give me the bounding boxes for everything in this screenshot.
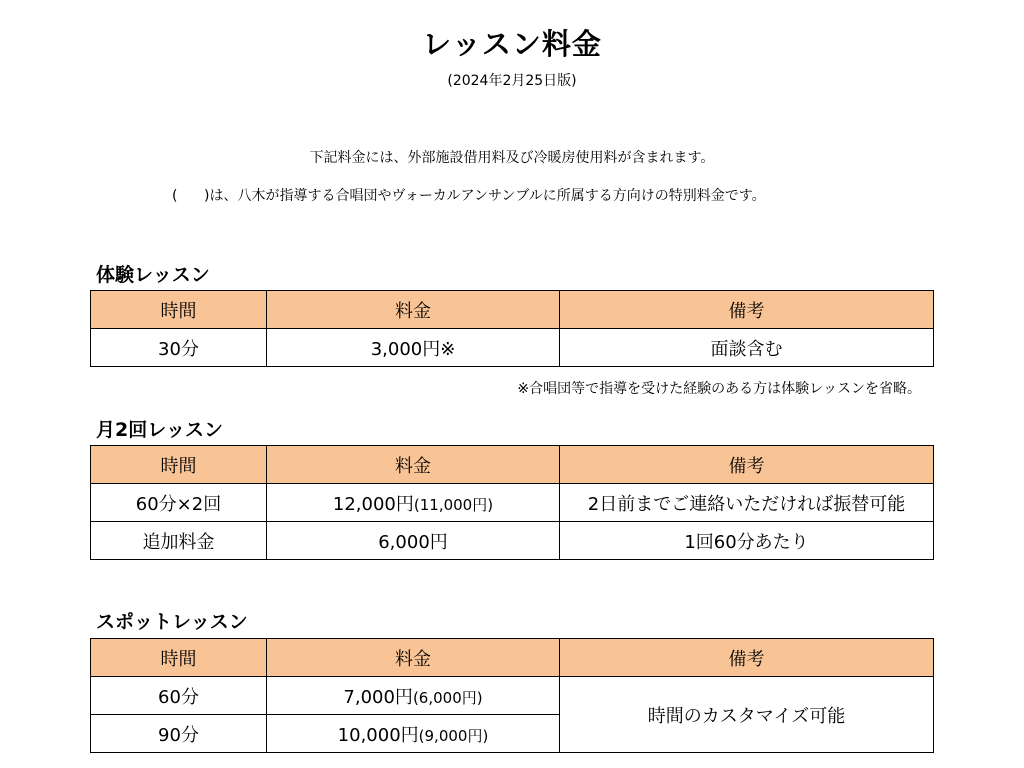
cell-time: 90分 [91,715,267,753]
header-time: 時間 [91,639,267,677]
header-remarks: 備考 [560,639,934,677]
header-price: 料金 [267,291,560,329]
cell-remarks: 2日前までご連絡いただければ振替可能 [560,484,934,522]
note-special-price [172,185,766,205]
table-row [91,522,934,560]
cell-time: 30分 [91,329,267,367]
note-fees-included: 下記料金には、外部施設借用料及び冷暖房使用料が含まれます。 [309,150,715,166]
cell-price: 3,000円※ [267,329,560,367]
section-title-trial: 体験レッスン [96,264,210,286]
price-regular: 12,000円 [332,493,414,515]
cell-remarks: 面談含む [560,329,934,367]
price-special: (9,000円) [418,726,489,745]
cell-remarks: 1回60分あたり [560,522,934,560]
price-regular: 10,000円 [337,724,419,746]
cell-remarks: 時間のカスタマイズ可能 [560,677,934,753]
section-title-spot: スポットレッスン [96,611,248,633]
table-row [91,484,934,522]
header-remarks: 備考 [560,446,934,484]
cell-price [267,484,560,522]
note-paren-open: ( [172,188,178,204]
cell-price: 6,000円 [267,522,560,560]
table-header-row [91,639,934,677]
trial-table [90,290,934,367]
page-title: レッスン料金 [422,27,602,61]
cell-price [267,715,560,753]
monthly-table [90,445,934,560]
header-time: 時間 [91,446,267,484]
table-row [91,677,934,715]
header-remarks: 備考 [560,291,934,329]
table-header-row [91,446,934,484]
header-time: 時間 [91,291,267,329]
edition-date: (2024年2月25日版) [447,73,577,89]
note-special-price-text: )は、八木が指導する合唱団やヴォーカルアンサンブルに所属する方向けの特別料金です。 [204,188,766,204]
cell-price [267,677,560,715]
trial-footnote: ※合唱団等で指導を受けた経験のある方は体験レッスンを省略。 [517,381,921,397]
price-regular: 7,000円 [343,686,413,708]
header-price: 料金 [267,446,560,484]
table-row [91,329,934,367]
cell-time: 60分×2回 [91,484,267,522]
spot-table [90,638,934,753]
cell-time: 追加料金 [91,522,267,560]
header-price: 料金 [267,639,560,677]
price-special: (6,000円) [412,688,483,707]
section-title-monthly: 月2回レッスン [96,419,224,441]
price-special: (11,000円) [413,495,494,514]
table-header-row [91,291,934,329]
cell-time: 60分 [91,677,267,715]
